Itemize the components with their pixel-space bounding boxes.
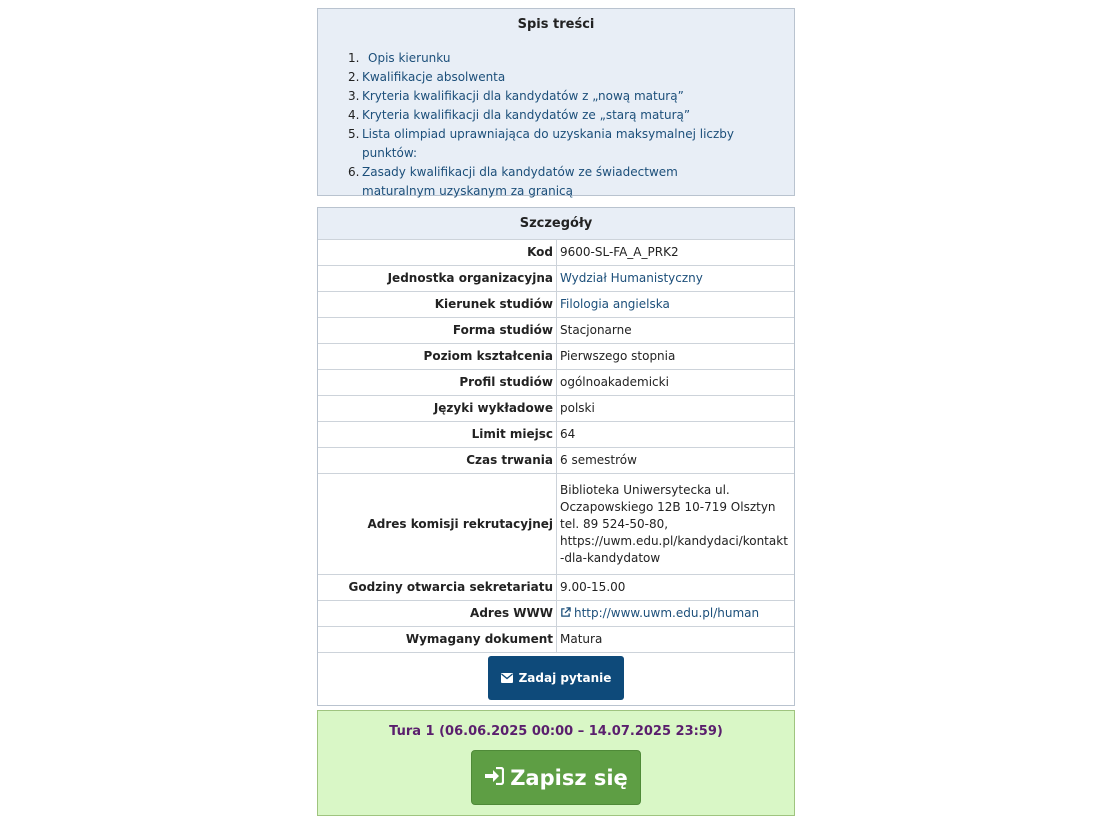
row-value-dokument: Matura (557, 627, 795, 653)
ask-question-label: Zadaj pytanie (518, 671, 612, 685)
table-row (318, 396, 794, 422)
ask-button-cell (318, 653, 794, 706)
row-label-forma: Forma studiów (318, 318, 557, 344)
toc-item-number: 2. (348, 70, 360, 84)
table-row (318, 292, 794, 318)
ask-question-button[interactable] (488, 656, 625, 700)
toc-list (348, 49, 780, 201)
toc-link-matura-zagraniczna[interactable]: Zasady kwalifikacji dla kandydatów ze świadectwem maturalnym uzyskanym za granicą (362, 165, 678, 198)
link-jednostka[interactable]: Wydział Humanistyczny (560, 271, 703, 285)
toc-item (348, 106, 780, 125)
row-value-godziny: 9.00-15.00 (557, 575, 795, 601)
row-value-kod: 9600-SL-FA_A_PRK2 (557, 240, 795, 266)
row-value-forma: Stacjonarne (557, 318, 795, 344)
row-value-poziom: Pierwszego stopnia (557, 344, 795, 370)
link-www[interactable]: http://www.uwm.edu.pl/human (574, 605, 760, 620)
signup-button[interactable] (471, 750, 641, 805)
table-of-contents (317, 8, 795, 196)
toc-link-kwalifikacje[interactable]: Kwalifikacje absolwenta (362, 70, 506, 84)
toc-item-number: 4. (348, 108, 360, 122)
row-label-godziny: Godziny otwarcia sekretariatu (318, 575, 557, 601)
row-label-jezyki: Języki wykładowe (318, 396, 557, 422)
toc-item-number: 5. (348, 127, 360, 141)
round-title: Tura 1 (06.06.2025 00:00 – 14.07.2025 23:59) (389, 724, 723, 739)
toc-item (348, 49, 780, 68)
link-kierunek[interactable]: Filologia angielska (560, 297, 670, 311)
registration-round-panel (317, 710, 795, 816)
external-link-icon (560, 606, 571, 623)
table-row (318, 318, 794, 344)
toc-item (348, 87, 780, 106)
toc-link-olimpiady[interactable]: Lista olimpiad uprawniająca do uzyskania maksymalnej liczby punktów: (362, 127, 735, 160)
toc-item (348, 163, 780, 201)
table-row (318, 474, 794, 575)
row-label-limit: Limit miejsc (318, 422, 557, 448)
table-row (318, 601, 794, 627)
table-row (318, 448, 794, 474)
toc-item-number: 3. (348, 89, 360, 103)
signup-label: Zapisz się (510, 765, 628, 790)
details-panel (317, 207, 795, 706)
row-value-adres-komisji: Biblioteka Uniwersytecka ul. Oczapowskiego 12B 10-719 Olsztyn tel. 89 524-50-80, https://uwm.edu.pl/kandydaci/kontakt-dla-kandydatow (557, 474, 795, 575)
row-label-czas: Czas trwania (318, 448, 557, 474)
row-label-dokument: Wymagany dokument (318, 627, 557, 653)
table-row (318, 344, 794, 370)
table-row (318, 266, 794, 292)
details-table (318, 208, 794, 705)
toc-link-nowa-matura[interactable]: Kryteria kwalifikacji dla kandydatów z „nową maturą” (362, 89, 684, 103)
sign-in-icon (484, 766, 504, 790)
toc-item (348, 68, 780, 87)
row-label-profil: Profil studiów (318, 370, 557, 396)
row-label-kierunek: Kierunek studiów (318, 292, 557, 318)
envelope-icon (501, 673, 513, 683)
row-label-kod: Kod (318, 240, 557, 266)
toc-title: Spis treści (517, 17, 595, 32)
row-value-limit: 64 (557, 422, 795, 448)
row-label-www: Adres WWW (318, 601, 557, 627)
details-title: Szczegóły (318, 208, 794, 240)
table-row (318, 370, 794, 396)
row-label-jednostka: Jednostka organizacyjna (318, 266, 557, 292)
table-row (318, 627, 794, 653)
row-label-adres-komisji: Adres komisji rekrutacyjnej (318, 474, 557, 575)
toc-item-number: 1. (348, 51, 360, 65)
toc-link-stara-matura[interactable]: Kryteria kwalifikacji dla kandydatów ze „starą maturą” (362, 108, 691, 122)
table-row (318, 575, 794, 601)
row-value-profil: ogólnoakademicki (557, 370, 795, 396)
toc-link-opis-kierunku[interactable]: Opis kierunku (368, 51, 451, 65)
toc-item (348, 125, 780, 163)
toc-item-number: 6. (348, 165, 360, 179)
table-row (318, 240, 794, 266)
row-value-jezyki: polski (557, 396, 795, 422)
table-row (318, 422, 794, 448)
row-label-poziom: Poziom kształcenia (318, 344, 557, 370)
row-value-czas: 6 semestrów (557, 448, 795, 474)
